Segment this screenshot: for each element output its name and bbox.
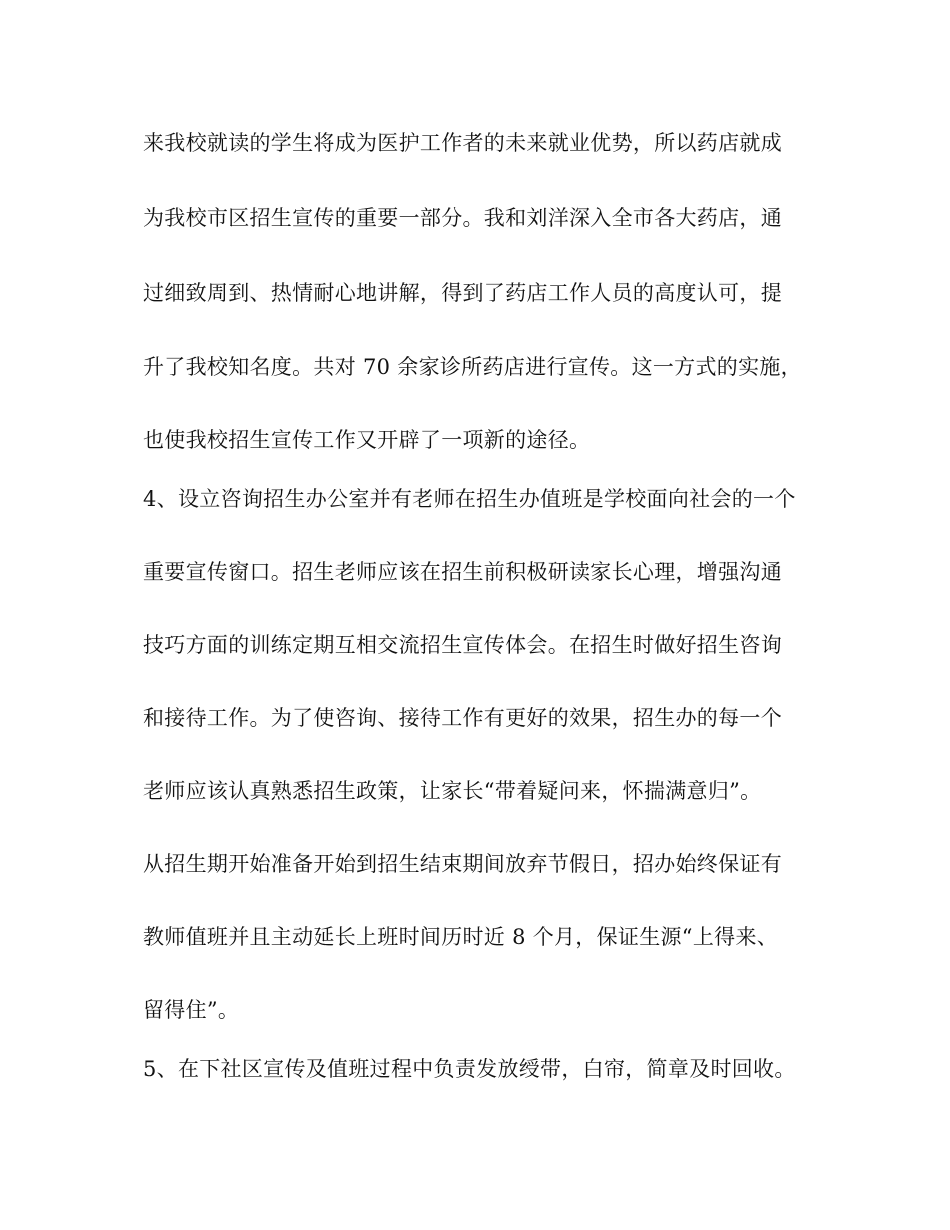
- paragraph-line-4: 升了我校知名度。共对 70 余家诊所药店进行宣传。这一方式的实施，: [143, 355, 802, 379]
- paragraph-line-12: 教师值班并且主动延长上班时间历时近 8 个月，保证生源“上得来、: [143, 925, 779, 949]
- paragraph-line-11: 从招生期开始准备开始到招生结束期间放弃节假日，招办始终保证有: [143, 852, 782, 876]
- paragraph-line-9: 和接待工作。为了使咨询、接待工作有更好的效果，招生办的每一个: [143, 706, 782, 730]
- paragraph-line-5: 也使我校招生宣传工作又开辟了一项新的途径。: [143, 428, 591, 452]
- paragraph-line-10: 老师应该认真熟悉招生政策，让家长“带着疑问来，怀揣满意归”。: [143, 779, 762, 803]
- paragraph-line-1: 来我校就读的学生将成为医护工作者的未来就业优势，所以药店就成: [143, 131, 782, 155]
- paragraph-line-2: 为我校市区招生宣传的重要一部分。我和刘洋深入全市各大药店，通: [143, 206, 782, 230]
- paragraph-line-13: 留得住”。: [143, 998, 240, 1022]
- paragraph-line-14: 5、在下社区宣传及值班过程中负责发放绶带，白帘，简章及时回收。: [143, 1057, 796, 1081]
- paragraph-line-8: 技巧方面的训练定期互相交流招生宣传体会。在招生时做好招生咨询: [143, 633, 782, 657]
- paragraph-line-6: 4、设立咨询招生办公室并有老师在招生办值班是学校面向社会的一个: [143, 487, 796, 511]
- paragraph-line-3: 过细致周到、热情耐心地讲解，得到了药店工作人员的高度认可，提: [143, 281, 782, 305]
- paragraph-line-7: 重要宣传窗口。招生老师应该在招生前积极研读家长心理，增强沟通: [143, 560, 782, 584]
